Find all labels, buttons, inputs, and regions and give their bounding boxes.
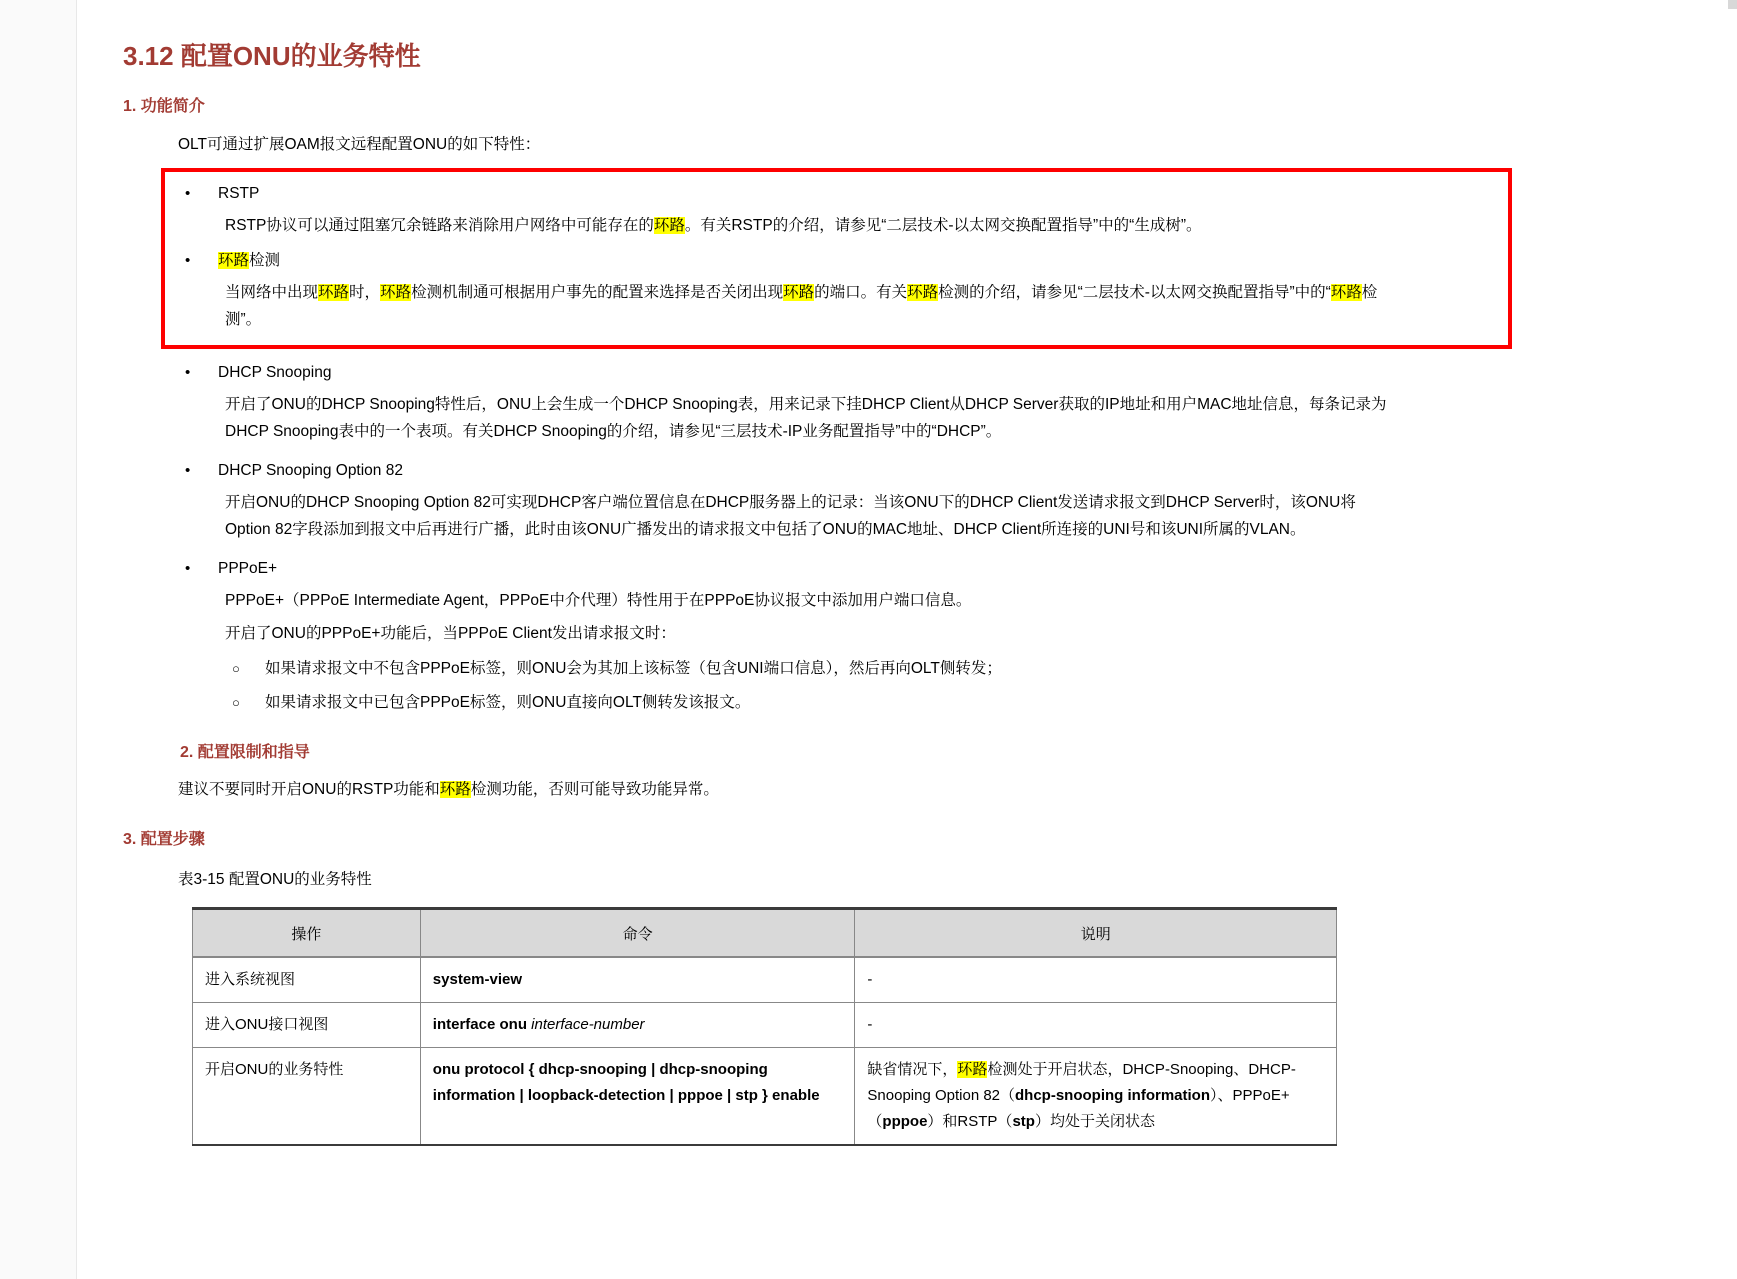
highlighted-text: 环路: [957, 1061, 988, 1078]
page-title: 3.12 配置ONU的业务特性: [123, 41, 421, 71]
red-annotation-box: [161, 168, 1512, 349]
sub-list-item: [232, 656, 1737, 681]
feature-content: [218, 249, 1508, 335]
column-header-description: 说明: [855, 909, 1337, 958]
sub-item-text: 如果请求报文中不包含PPPoE标签，则ONU会为其加上该标签（包含UNI端口信息），然后再向OLT侧转发；: [265, 660, 1002, 677]
feature-paragraph: PPPoE+（PPPoE Intermediate Agent，PPPoE中介代理）特性用于在PPPoE协议报文中添加用户端口信息。: [225, 592, 972, 609]
column-header-operation: 操作: [193, 909, 421, 958]
highlighted-text: 环路: [783, 284, 815, 301]
command-cell: onu protocol { dhcp-snooping | dhcp-snooping information | loopback-detection | pppoe | stp } enable: [420, 1048, 855, 1146]
feature-paragraph: 开启了ONU的DHCP Snooping特性后，ONU上会生成一个DHCP Snooping表，用来记录下挂DHCP Client从DHCP Server获取的IP地址和用户MAC地址信息，每条记录为DHCP Snooping表中的一个表项。有关DHCP Snooping的介绍，请参见“三层技术-IP业务配置指导”中的“DHCP”。: [225, 396, 1387, 440]
description-cell: 缺省情况下，环路检测处于开启状态，DHCP-Snooping、DHCP-Snooping Option 82（dhcp-snooping information）、PPPoE+（pppoe）和RSTP（stp）均处于关闭状态: [855, 1048, 1337, 1146]
feature-item-dhcp-snooping-option82: [185, 459, 1737, 545]
feature-content: [218, 361, 1737, 447]
feature-label: 环路检测: [218, 252, 281, 269]
feature-content: [218, 557, 1737, 715]
description-cell: -: [855, 1003, 1337, 1048]
feature-label: DHCP Snooping Option 82: [218, 462, 403, 479]
sub-item-text: 如果请求报文中已包含PPPoE标签，则ONU直接向OLT侧转发该报文。: [265, 694, 751, 711]
operation-cell: 开启ONU的业务特性: [193, 1048, 421, 1146]
circle-bullet-icon: ○: [232, 661, 240, 676]
feature-item-rstp: [185, 182, 1508, 241]
command-cell: system-view: [420, 957, 855, 1003]
bullet-icon: •: [185, 364, 191, 381]
feature-content: [218, 459, 1737, 545]
feature-paragraph: 当网络中出现环路时，环路检测机制通可根据用户事先的配置来选择是否关闭出现环路的端口。有关环路检测的介绍，请参见“二层技术-以太网交换配置指导”中的“环路检测”。: [225, 284, 1378, 328]
feature-label: RSTP: [218, 185, 260, 202]
section-heading-steps: 3. 配置步骤: [123, 831, 205, 848]
feature-paragraph: 开启ONU的DHCP Snooping Option 82可实现DHCP客户端位置信息在DHCP服务器上的记录：当该ONU下的DHCP Client发送请求报文到DHCP Server时，该ONU将Option 82字段添加到报文中后再进行广播，此时由该ONU广播发出的请求报文中包括了ONU的MAC地址、DHCP Client所连接的UNI号和该UNI所属的VLAN。: [225, 494, 1356, 538]
feature-label: PPPoE+: [218, 560, 278, 577]
operation-cell: 进入系统视图: [193, 957, 421, 1003]
table-row: [193, 1048, 1337, 1146]
feature-label: DHCP Snooping: [218, 364, 332, 381]
section-heading-function-intro: 1. 功能简介: [123, 98, 205, 115]
table-caption: 表3-15 配置ONU的业务特性: [178, 871, 372, 888]
feature-item-loop-detection: [185, 249, 1508, 335]
highlighted-text: 环路: [380, 284, 412, 301]
highlighted-text: 环路: [1330, 284, 1362, 301]
column-header-command: 命令: [420, 909, 855, 958]
bullet-icon: •: [185, 185, 191, 202]
section-heading-restrictions: 2. 配置限制和指导: [180, 744, 310, 761]
highlighted-text: 环路: [318, 284, 350, 301]
operation-cell: 进入ONU接口视图: [193, 1003, 421, 1048]
feature-paragraph: RSTP协议可以通过阻塞冗余链路来消除用户网络中可能存在的环路。有关RSTP的介绍，请参见“二层技术-以太网交换配置指导”中的“生成树”。: [225, 217, 1202, 234]
bullet-icon: •: [185, 560, 191, 577]
table-row: [193, 957, 1337, 1003]
feature-item-pppoe-plus: [185, 557, 1737, 715]
highlighted-text: 环路: [218, 252, 250, 269]
table-header-row: [193, 909, 1337, 958]
table-row: [193, 1003, 1337, 1048]
circle-bullet-icon: ○: [232, 695, 240, 710]
restriction-note: 建议不要同时开启ONU的RSTP功能和环路检测功能，否则可能导致功能异常。: [178, 781, 719, 798]
feature-item-dhcp-snooping: [185, 361, 1737, 447]
highlighted-text: 环路: [439, 781, 471, 798]
config-steps-table: [192, 907, 1337, 1146]
command-cell: interface onu interface-number: [420, 1003, 855, 1048]
highlighted-text: 环路: [907, 284, 939, 301]
feature-paragraph: 开启了ONU的PPPoE+功能后，当PPPoE Client发出请求报文时：: [225, 625, 676, 642]
highlighted-text: 环路: [653, 217, 685, 234]
feature-content: [218, 182, 1508, 241]
bullet-icon: •: [185, 462, 191, 479]
intro-paragraph: OLT可通过扩展OAM报文远程配置ONU的如下特性：: [178, 136, 541, 153]
sub-list-item: [232, 690, 1737, 715]
description-cell: -: [855, 957, 1337, 1003]
bullet-icon: •: [185, 252, 191, 269]
